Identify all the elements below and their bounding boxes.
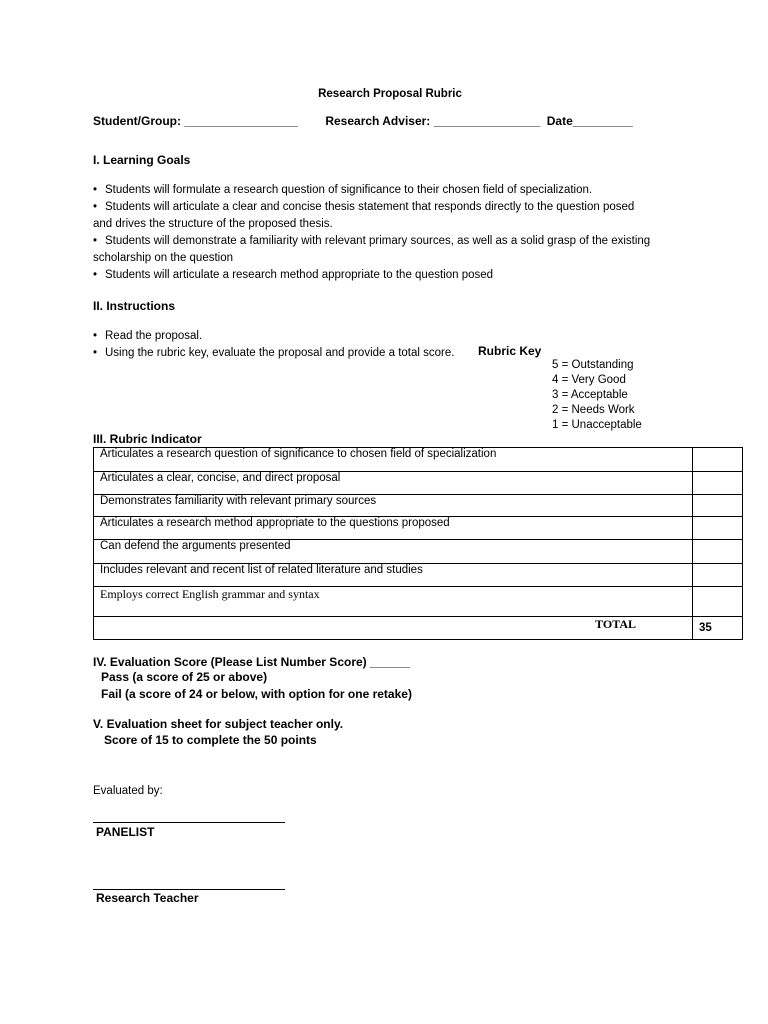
learning-goal-item: • Students will articulate a research method appropriate to the question posed [93, 267, 693, 284]
instruction-item: • Read the proposal. [93, 328, 693, 345]
panelist-label: PANELIST [96, 825, 155, 839]
score-cell[interactable] [693, 587, 743, 617]
table-row [94, 472, 743, 495]
rubric-criterion: Articulates a clear, concise, and direct proposal [94, 472, 693, 495]
rubric-criterion: Articulates a research method appropriate to the questions proposed [94, 517, 693, 540]
learning-goals-list [93, 182, 693, 284]
score-cell[interactable] [693, 448, 743, 472]
rubric-key-item: 5 = Outstanding [552, 359, 634, 371]
rubric-criterion: Includes relevant and recent list of related literature and studies [94, 564, 693, 587]
pass-criteria: Pass (a score of 25 or above) [101, 670, 268, 684]
evaluated-by-label: Evaluated by: [93, 785, 163, 797]
evaluation-sheet-heading: V. Evaluation sheet for subject teacher only. [93, 717, 344, 731]
rubric-criterion: Employs correct English grammar and syntax [94, 587, 693, 617]
learning-goal-item: • Students will articulate a clear and concise thesis statement that responds directly to the question posed [93, 199, 693, 216]
table-row [94, 564, 743, 587]
page-title: Research Proposal Rubric [318, 88, 462, 100]
learning-goal-item-continued: and drives the structure of the proposed thesis. [93, 218, 333, 230]
rubric-indicator-heading: III. Rubric Indicator [93, 432, 202, 446]
rubric-key-item: 2 = Needs Work [552, 404, 635, 416]
panelist-signature-line [93, 822, 285, 823]
header-line [93, 114, 633, 128]
rubric-criterion: Articulates a research question of significance to chosen field of specialization [94, 448, 693, 472]
rubric-key-item: 4 = Very Good [552, 374, 626, 386]
rubric-key-heading: Rubric Key [478, 344, 542, 358]
total-value: 35 [693, 617, 743, 640]
score-cell[interactable] [693, 564, 743, 587]
research-teacher-label: Research Teacher [96, 891, 199, 905]
learning-goal-item-continued: scholarship on the question [93, 252, 234, 264]
instruction-text: Using the rubric key, evaluate the proposal and provide a total score. [105, 347, 455, 359]
research-adviser-field: Research Adviser: ________________ [325, 114, 541, 128]
research-teacher-signature-line [93, 889, 285, 890]
score-cell[interactable] [693, 495, 743, 517]
date-field: Date_________ [546, 114, 633, 128]
table-row [94, 587, 743, 617]
score-cell[interactable] [693, 540, 743, 564]
instructions-list [93, 328, 693, 362]
learning-goal-item: • Students will demonstrate a familiarity with relevant primary sources, as well as a solid grasp of the existing [93, 233, 693, 250]
rubric-key-list [552, 358, 642, 433]
rubric-key-item: 3 = Acceptable [552, 389, 628, 401]
learning-goals-heading: I. Learning Goals [93, 153, 191, 167]
student-group-field: Student/Group: _________________ [93, 114, 298, 128]
total-label: TOTAL [94, 617, 693, 640]
rubric-criterion: Demonstrates familiarity with relevant primary sources [94, 495, 693, 517]
evaluation-score-heading: IV. Evaluation Score (Please List Number Score) ______ [93, 655, 411, 669]
score-cell[interactable] [693, 472, 743, 495]
rubric-table [93, 447, 743, 640]
table-row [94, 495, 743, 517]
rubric-criterion: Can defend the arguments presented [94, 540, 693, 564]
evaluation-sheet-note: Score of 15 to complete the 50 points [104, 733, 317, 747]
table-row [94, 540, 743, 564]
fail-criteria: Fail (a score of 24 or below, with option for one retake) [101, 687, 412, 701]
score-cell[interactable] [693, 517, 743, 540]
learning-goal-item: • Students will formulate a research question of significance to their chosen field of specialization. [93, 182, 693, 199]
instructions-heading: II. Instructions [93, 299, 176, 313]
total-row [94, 617, 743, 640]
rubric-key-item: 1 = Unacceptable [552, 419, 642, 431]
table-row [94, 448, 743, 472]
table-row [94, 517, 743, 540]
